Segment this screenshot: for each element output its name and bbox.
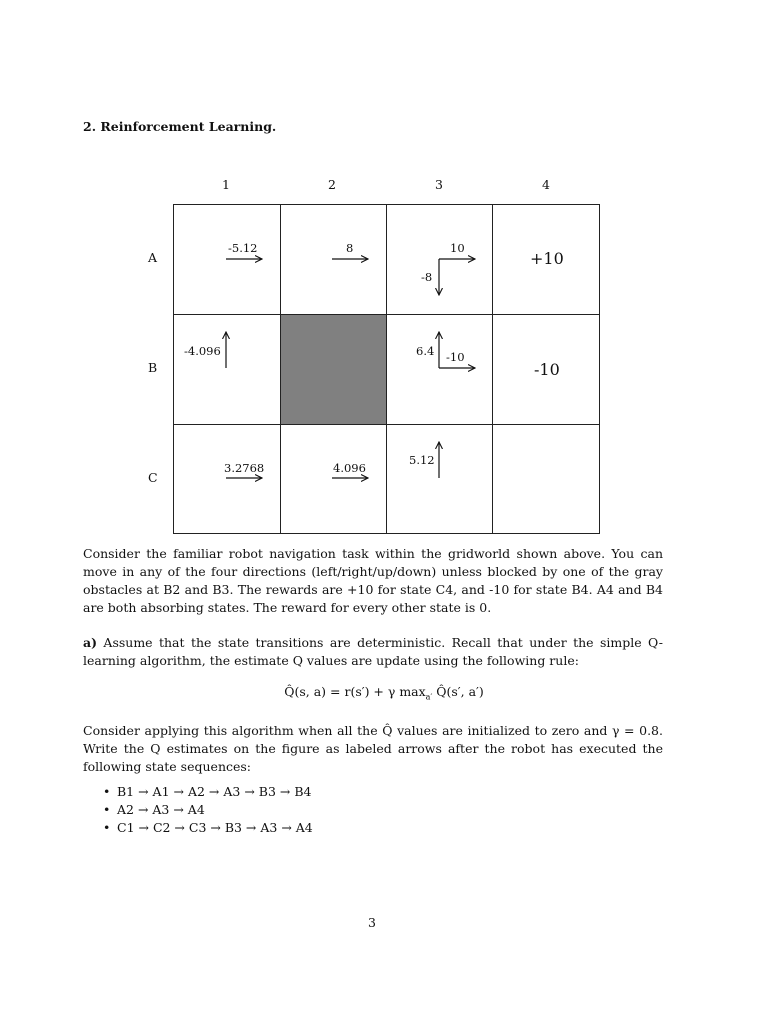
column-label-1: 1 xyxy=(222,177,230,192)
q-label-c1-right: 3.2768 xyxy=(224,461,265,475)
list-item xyxy=(103,819,313,837)
formula-rhs: Q̂(s′, a′) xyxy=(436,684,484,699)
q-label-a3-down: -8 xyxy=(421,270,433,284)
part-a-instructions: Consider applying this algorithm when all the Q̂ values are initialized to zero and γ = 0.8. Write the Q estimates on the figure as labeled arrows after the robot has executed the following state sequences: xyxy=(83,723,663,774)
row-label-b: B xyxy=(148,360,158,375)
problem-description: Consider the familiar robot navigation task within the gridworld shown above. You can move in any of the four directions (left/right/up/down) unless blocked by one of the gray obstacles at B2 and B3. The rewards are +10 for state C4, and -10 for state B4. A4 and B4 are both absorbing states. The reward for every other state is 0. xyxy=(83,546,663,615)
q-label-c3-up: 5.12 xyxy=(409,453,435,467)
formula-lhs: Q̂(s, a) = r(s′) + γ max xyxy=(284,684,426,699)
q-label-a2-right: 8 xyxy=(346,241,354,255)
part-a-label: a) xyxy=(83,635,98,650)
part-a-text: Assume that the state transitions are deterministic. Recall that under the simple Q-learning algorithm, the estimate Q values are update using the following rule: xyxy=(83,635,663,668)
q-label-a1-right: -5.12 xyxy=(228,241,258,255)
row-label-c: C xyxy=(148,470,158,485)
page-number: 3 xyxy=(368,915,376,930)
q-label-b1-up: -4.096 xyxy=(184,344,221,358)
sequence-3: C1 → C2 → C3 → B3 → A3 → A4 xyxy=(117,820,313,835)
list-item xyxy=(103,801,313,819)
cell-value-b4: -10 xyxy=(534,360,560,379)
formula-sub: a′ xyxy=(425,692,433,702)
column-label-2: 2 xyxy=(328,177,336,192)
part-a-intro xyxy=(83,634,663,670)
q-label-c2-right: 4.096 xyxy=(333,461,366,475)
q-label-b3-up: 6.4 xyxy=(416,344,435,358)
sequence-1: B1 → A1 → A2 → A3 → B3 → B4 xyxy=(117,784,312,799)
section-heading: 2. Reinforcement Learning. xyxy=(83,119,277,134)
q-label-b3-right: -10 xyxy=(446,350,465,364)
q-update-formula xyxy=(0,684,768,702)
list-item xyxy=(103,783,313,801)
q-label-a3-right: 10 xyxy=(450,241,465,255)
column-label-3: 3 xyxy=(435,177,443,192)
cell-value-a4: +10 xyxy=(530,249,564,268)
state-sequence-list xyxy=(103,783,313,837)
column-label-4: 4 xyxy=(542,177,550,192)
sequence-2: A2 → A3 → A4 xyxy=(117,802,205,817)
row-label-a: A xyxy=(148,250,158,265)
